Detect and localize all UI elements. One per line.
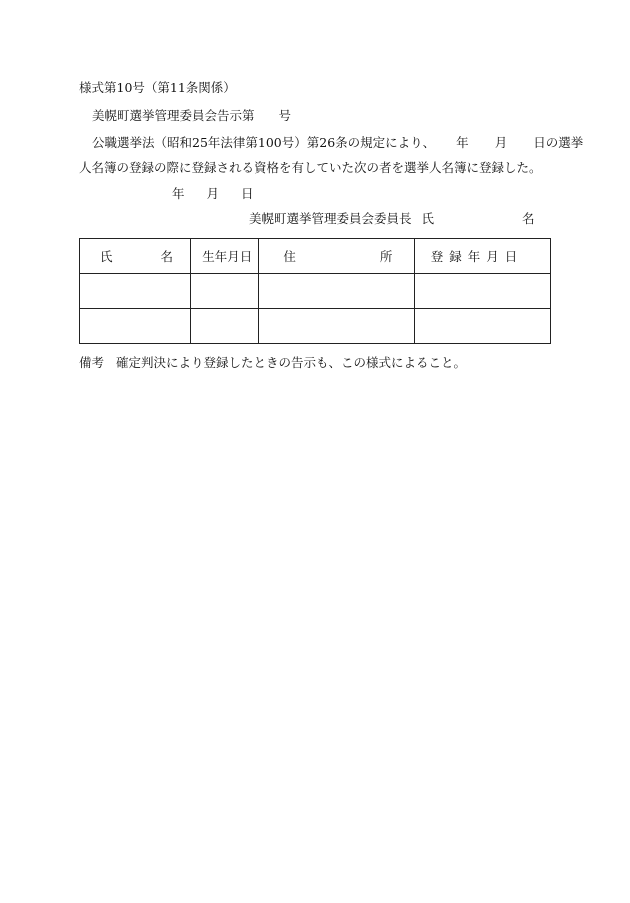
- cell-address: [259, 274, 414, 309]
- notice-date: [172, 186, 254, 202]
- cell-date-of-birth: [191, 274, 259, 309]
- remark-line: [79, 355, 466, 371]
- date-year-label: 年: [172, 186, 185, 201]
- table-row: [80, 274, 551, 309]
- header-address-a: 住: [283, 249, 296, 264]
- body-day-tail: 日の選挙: [533, 135, 584, 150]
- body-year-label: 年: [456, 135, 469, 150]
- header-name-b: 名: [160, 249, 174, 264]
- table-header-row: [80, 239, 551, 274]
- table-row: [80, 309, 551, 344]
- form-number-title: 様式第10号（第11条関係）: [79, 80, 236, 95]
- signer-title: 美幌町選挙管理委員会委員長: [249, 211, 412, 226]
- header-name-a: 氏: [100, 249, 113, 264]
- header-address: [259, 239, 414, 274]
- signer-name-prefix: 氏: [421, 211, 435, 226]
- cell-date-of-birth: [191, 309, 259, 344]
- date-day-label: 日: [241, 186, 254, 201]
- cell-registration-date: [414, 309, 550, 344]
- cell-name: [80, 309, 191, 344]
- date-month-label: 月: [206, 186, 220, 201]
- cell-registration-date: [414, 274, 550, 309]
- remark-label: 備考: [79, 355, 105, 370]
- notice-title-prefix: 美幌町選挙管理委員会告示第: [92, 108, 255, 123]
- remark-text: 確定判決により登録したときの告示も、この様式によること。: [116, 355, 467, 370]
- registration-table: [79, 238, 551, 344]
- body-paragraph-line-2: 人名簿の登録の際に登録される資格を有していた次の者を選挙人名簿に登録した。: [79, 160, 542, 175]
- signer-name-suffix: 名: [522, 211, 535, 226]
- header-date-of-birth: 生年月日: [191, 239, 259, 274]
- notice-title: [92, 108, 291, 124]
- notice-title-suffix: 号: [278, 108, 292, 123]
- header-registration-date: 登録年月日: [414, 239, 550, 274]
- body-paragraph-line-1: [92, 135, 583, 151]
- signer-line: [249, 211, 535, 227]
- body-month-label: 月: [494, 135, 508, 150]
- body-line1-start: 公職選挙法（昭和25年法律第100号）第26条の規定により、: [92, 135, 436, 150]
- cell-address: [259, 309, 414, 344]
- cell-name: [80, 274, 191, 309]
- header-address-b: 所: [379, 249, 393, 264]
- header-name: [80, 239, 191, 274]
